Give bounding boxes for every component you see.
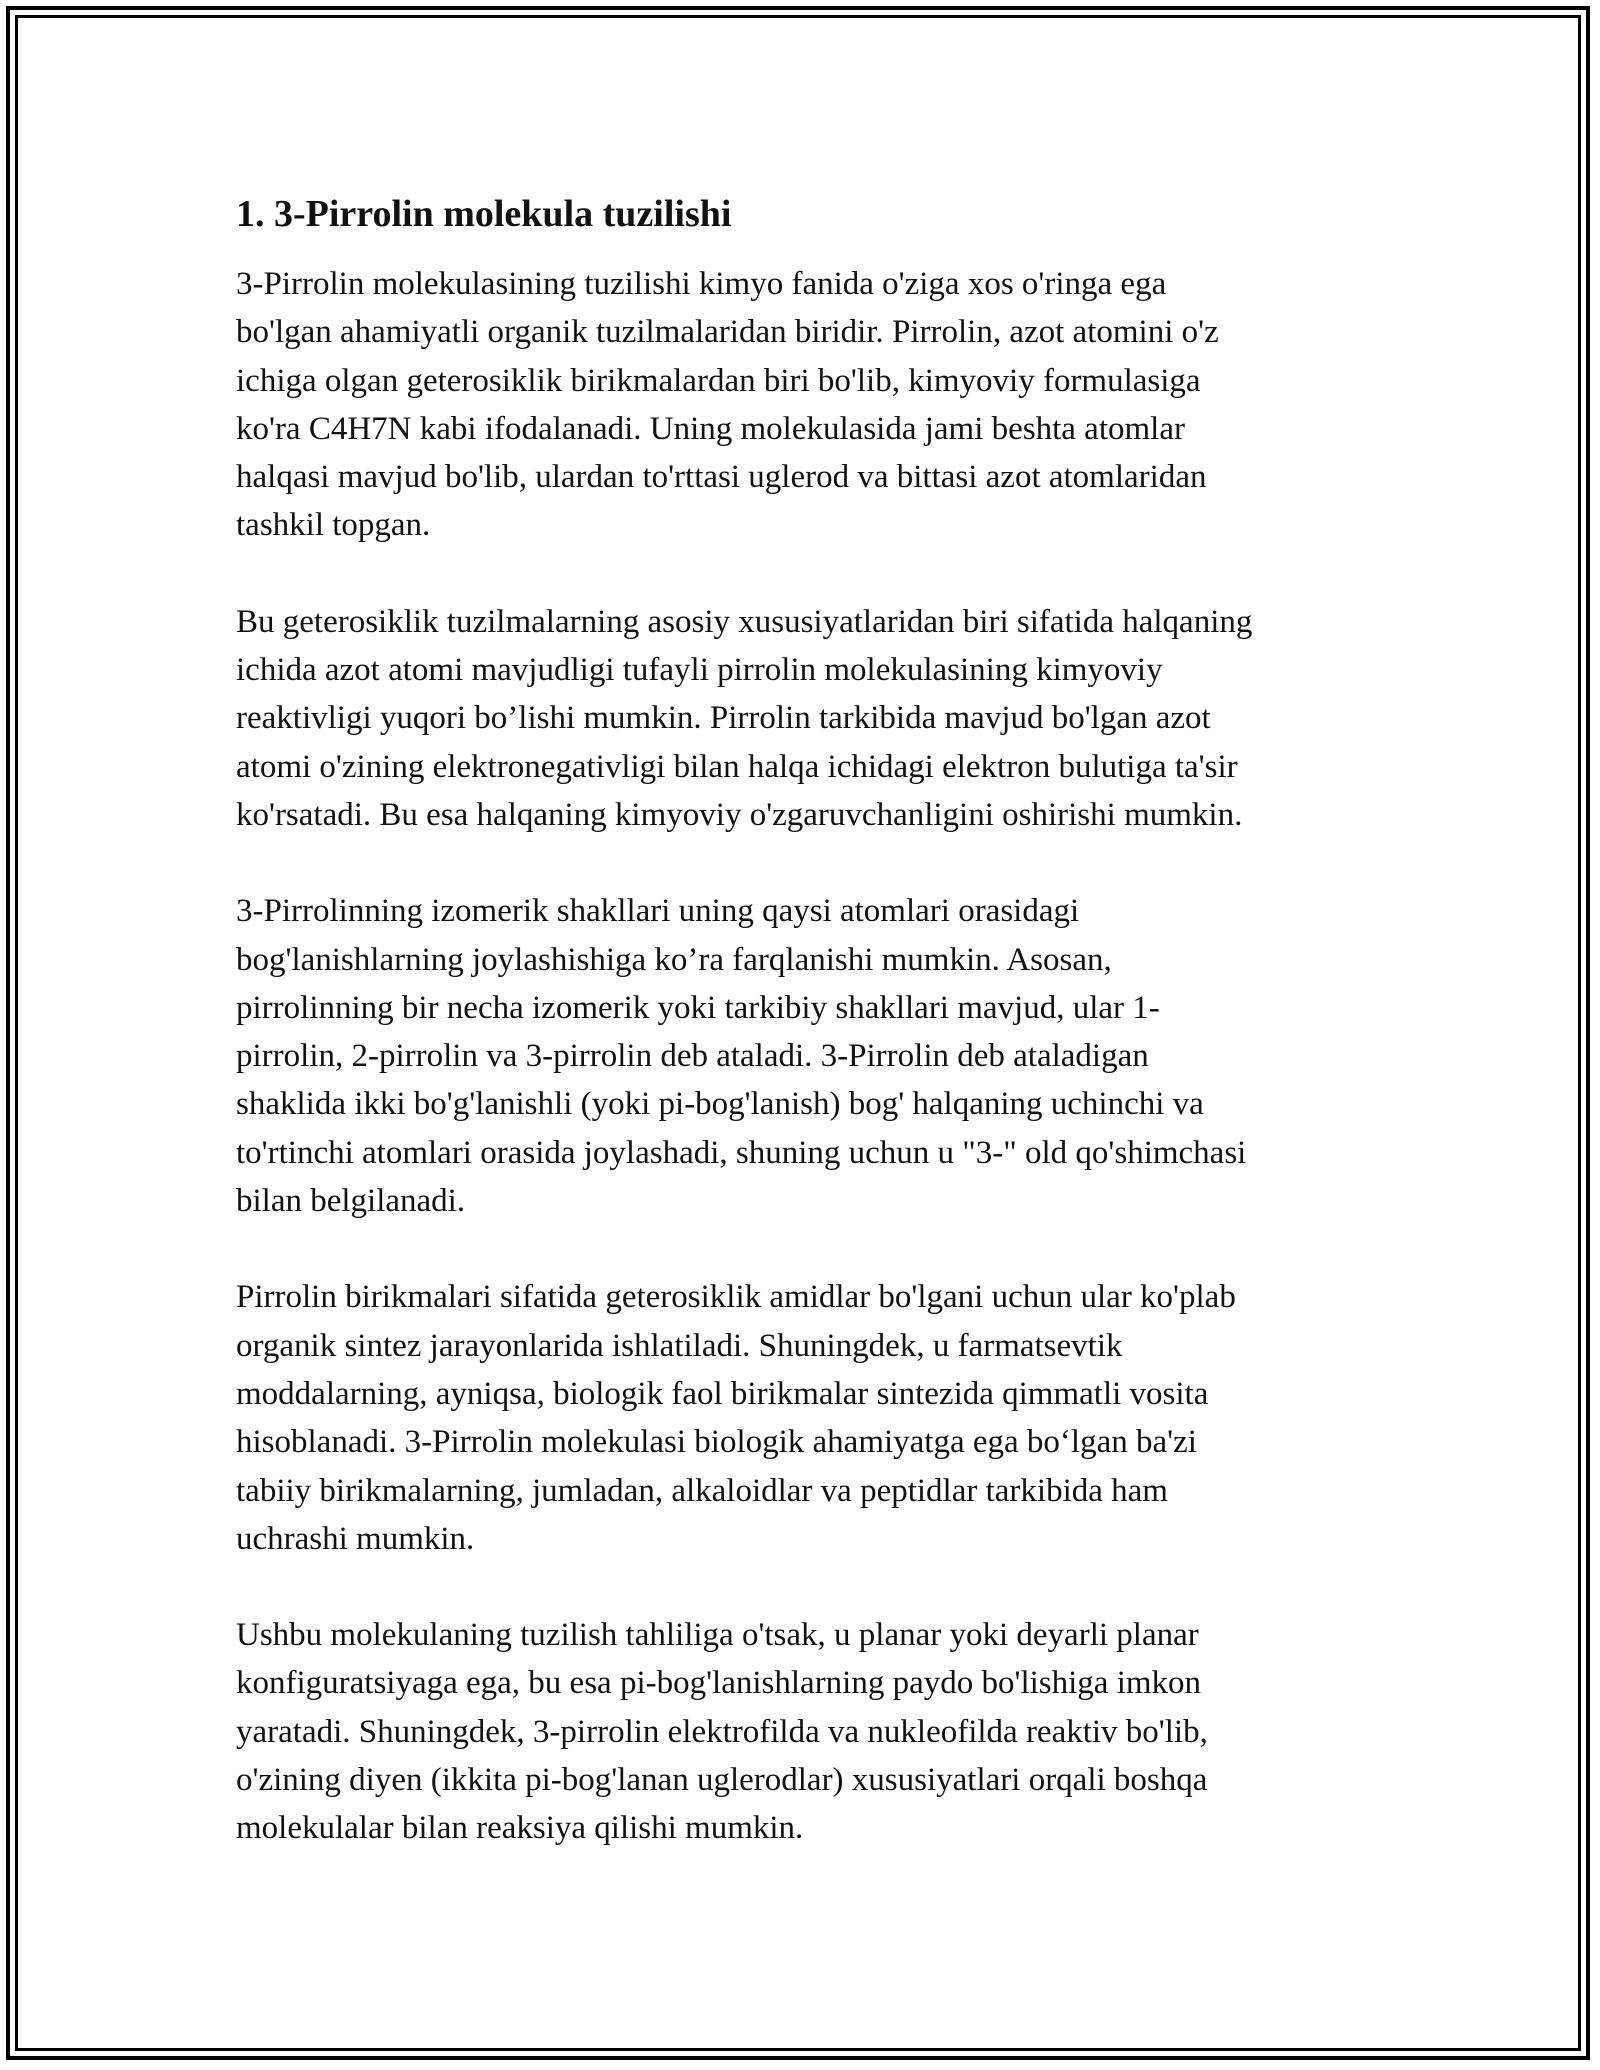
paragraph-nitrogen-reactivity: Bu geterosiklik tuzilmalarning asosiy xususiyatlaridan biri sifatida halqaning ichida azot atomi mavjudligi tufayli pirrolin molekulasining kimyoviy reaktivligi yuqori bo’lishi mumkin. Pirrolin tarkibida mavjud bo'lgan azot atomi o'zining elektronegativligi bilan halqa ichidagi elektron bulutiga ta'sir ko'rsatadi. Bu esa halqaning kimyoviy o'zgaruvchanligini oshirishi mumkin. xyxy=(236,603,1253,833)
paragraph-isomeric-forms: 3-Pirrolinning izomerik shakllari uning qaysi atomlari orasidagi bog'lanishlarning joylashishiga ko’ra farqlanishi mumkin. Asosan, pirrolinning bir necha izomerik yoki tarkibiy shakllari mavjud, ular 1- pirrolin, 2-pirrolin va 3-pirrolin deb ataladi. 3-Pirrolin deb ataladigan shaklida ikki bo'g'lanishli (yoki pi-bog'lanish) bog' halqaning uchinchi va to'rtinchi atomlari orasida joylashadi, shuning uchun u "3-" old qo'shimchasi bilan belgilanadi. xyxy=(236,893,1247,1220)
paragraph-applications: Pirrolin birikmalari sifatida geterosiklik amidlar bo'lgani uchun ular ko'plab organik sintez jarayonlarida ishlatiladi. Shuningdek, u farmatsevtik moddalarning, ayniqsa, biologik faol birikmalar sintezida qimmatli vosita hisoblanadi. 3-Pirrolin molekulasi biologik ahamiyatga ega bo‘lgan ba'zi tabiiy birikmalarning, jumladan, alkaloidlar va peptidlar tarkibida ham uchrashi mumkin. xyxy=(236,1279,1236,1557)
section-heading: 1. 3-Pirrolin molekula tuzilishi xyxy=(236,193,732,235)
document-body xyxy=(236,186,1376,1901)
paragraph-structure-intro: 3-Pirrolin molekulasining tuzilishi kimyo fanida o'ziga xos o'ringa ega bo'lgan ahamiyatli organik tuzilmalaridan biridir. Pirrolin, azot atomini o'z ichiga olgan geterosiklik birikmalardan biri bo'lib, kimyoviy formulasiga ko'ra C4H7N kabi ifodalanadi. Uning molekulasida jami beshta atomlar halqasi mavjud bo'lib, ulardan to'rttasi uglerod va bittasi azot atomlaridan tashkil topgan. xyxy=(236,266,1219,544)
paragraph-structural-analysis: Ushbu molekulaning tuzilish tahliliga o'tsak, u planar yoki deyarli planar konfiguratsiyaga ega, bu esa pi-bog'lanishlarning paydo bo'lishiga imkon yaratadi. Shuningdek, 3-pirrolin elektrofilda va nukleofilda reaktiv bo'lib, o'zining diyen (ikkita pi-bog'lanan uglerodlar) xususiyatlari orqali boshqa molekulalar bilan reaksiya qilishi mumkin. xyxy=(236,1617,1208,1847)
